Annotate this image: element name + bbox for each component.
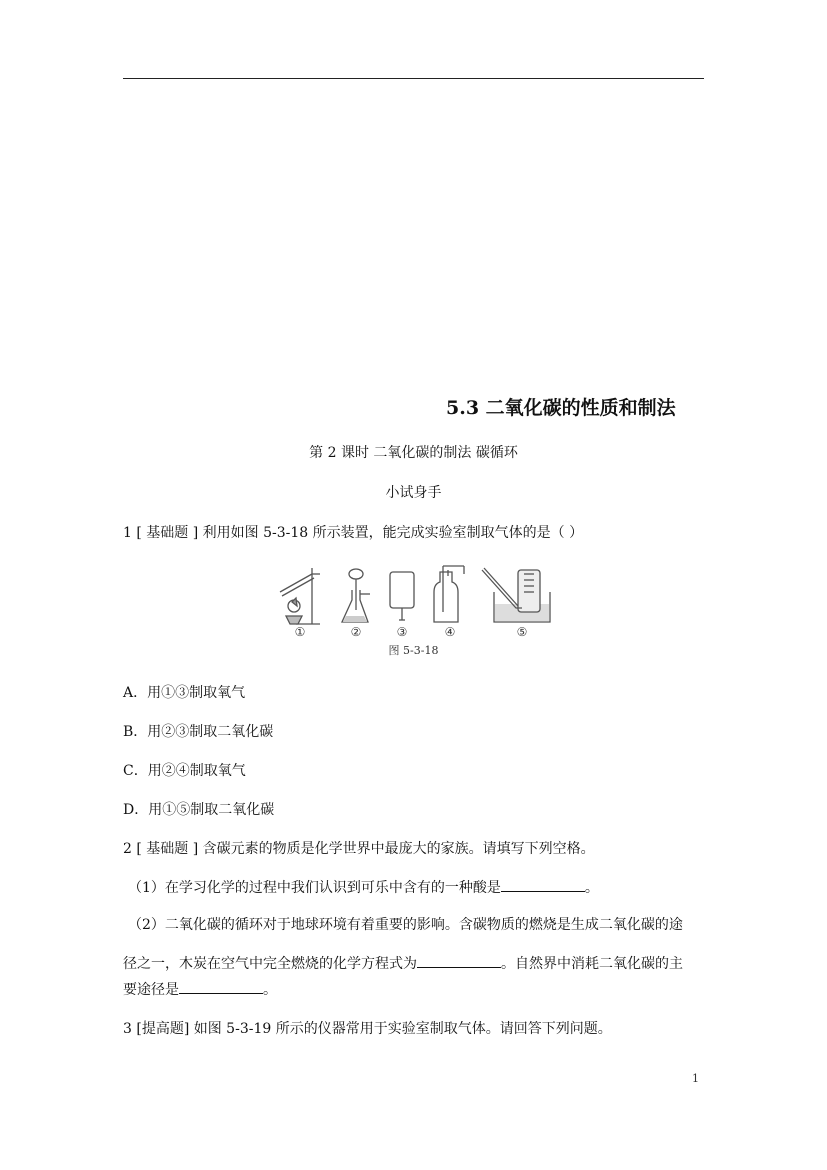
section-heading: 小试身手 (385, 485, 442, 501)
question-3-stem: 3 [提高题] 如图 5-3-19 所示的仪器常用于实验室制取气体。请回答下列问题。 (123, 1021, 612, 1037)
figure-label-5: ⑤ (516, 625, 528, 639)
apparatus-4-gas-bottle (434, 566, 464, 622)
answer-blank-consumption[interactable] (179, 981, 263, 994)
answer-blank-equation[interactable] (417, 955, 501, 968)
question-2-part-2-line2 (123, 953, 683, 973)
question-2-part-2-line3 (123, 979, 277, 999)
option-a: A．用①③制取氧气 (123, 685, 246, 701)
q2-p3-text: 要途径是 (123, 982, 179, 998)
figure-label-1: ① (294, 625, 306, 639)
lesson-title: 5.3 二氧化碳的性质和制法 (446, 397, 676, 419)
option-d: D．用①⑤制取二氧化碳 (123, 802, 275, 818)
question-2-part-2-line1: （2）二氧化碳的循环对于地球环境有着重要的影响。含碳物质的燃烧是生成二氧化碳的途 (128, 917, 683, 933)
apparatus-2-flask-funnel (342, 569, 370, 622)
q2-p1-text: （1）在学习化学的过程中我们认识到可乐中含有的一种酸是 (128, 880, 501, 896)
answer-blank-acid[interactable] (501, 879, 585, 892)
figure-caption: 图 5-3-18 (388, 644, 439, 657)
page-number: 1 (692, 1072, 699, 1085)
figure-label-2: ② (350, 625, 362, 639)
option-b: B．用②③制取二氧化碳 (123, 724, 274, 740)
q2-p1-end: 。 (584, 880, 599, 896)
question-2-stem: 2 [ 基础题 ] 含碳元素的物质是化学世界中最庞大的家族。请填写下列空格。 (123, 841, 595, 857)
lesson-subtitle: 第 2 课时 二氧化碳的制法 碳循环 (309, 445, 518, 461)
q2-p2-text: 径之一，木炭在空气中完全燃烧的化学方程式为 (123, 956, 417, 972)
apparatus-5-water-trough (482, 568, 550, 622)
option-c: C．用②④制取氧气 (123, 763, 246, 779)
apparatus-1-heating-tube (280, 568, 320, 624)
header-rule (123, 78, 704, 79)
apparatus-3-collection-bottle (390, 572, 414, 620)
figure-label-4: ④ (444, 625, 456, 639)
figure-label-3: ③ (396, 625, 408, 639)
q2-p3-end: 。 (263, 982, 277, 998)
q2-p2-text-end: 。自然界中消耗二氧化碳的主 (501, 956, 683, 972)
question-1-stem: 1 [ 基础题 ] 利用如图 5-3-18 所示装置，能完成实验室制取气体的是（ ） (123, 525, 584, 541)
question-2-part-1 (128, 877, 599, 897)
